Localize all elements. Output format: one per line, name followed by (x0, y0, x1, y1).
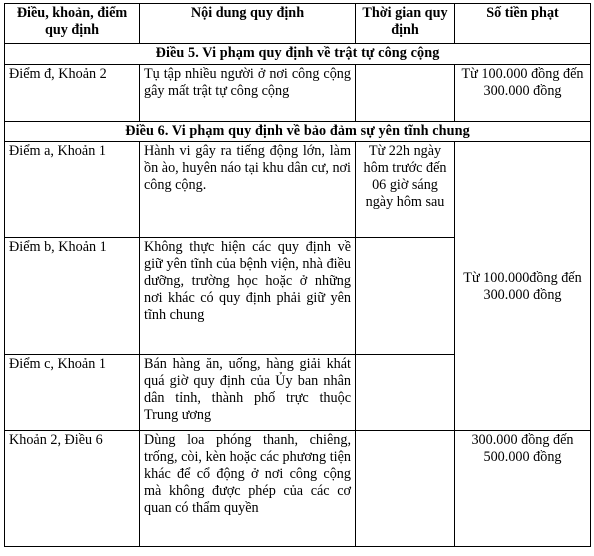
table-row (5, 65, 591, 122)
clause-cell: Điểm a, Khoản 1 (5, 142, 140, 238)
header-fine: Số tiền phạt (455, 4, 591, 44)
time-cell (356, 238, 455, 355)
clause-cell: Điểm c, Khoản 1 (5, 355, 140, 431)
clause-cell: Điểm b, Khoản 1 (5, 238, 140, 355)
clause-cell: Khoản 2, Điều 6 (5, 431, 140, 547)
header-time: Thời gian quy định (356, 4, 455, 44)
header-row (5, 4, 591, 44)
content-cell: Bán hàng ăn, uống, hàng giải khát quá giờ quy định của Ủy ban nhân dân tỉnh, thành phố trực thuộc Trung ương (140, 355, 356, 431)
header-article-clause: Điều, khoản, điểm quy định (5, 4, 140, 44)
table-row (5, 431, 591, 547)
content-cell: Hành vi gây ra tiếng động lớn, làm ồn ào, huyên náo tại khu dân cư, nơi công cộng. (140, 142, 356, 238)
section-6-row (5, 122, 591, 142)
group-fine-cell: Từ 100.000đồng đến 300.000 đồng (455, 142, 591, 431)
regulation-fine-table (4, 3, 591, 547)
section-6-title: Điều 6. Vi phạm quy định về bảo đảm sự yên tĩnh chung (5, 122, 591, 142)
content-cell: Không thực hiện các quy định về giữ yên tĩnh của bệnh viện, nhà điều dưỡng, trường học hoặc ở những nơi khác có quy định phải giữ yên tĩnh chung (140, 238, 356, 355)
time-cell: Từ 22h ngày hôm trước đến 06 giờ sáng ngày hôm sau (356, 142, 455, 238)
section-5-row (5, 44, 591, 65)
table-row (5, 142, 591, 238)
clause-cell: Điểm đ, Khoản 2 (5, 65, 140, 122)
content-cell: Tụ tập nhiều người ở nơi công cộng gây mất trật tự công cộng (140, 65, 356, 122)
fine-cell: Từ 100.000 đồng đến 300.000 đồng (455, 65, 591, 122)
time-cell (356, 65, 455, 122)
header-content: Nội dung quy định (140, 4, 356, 44)
section-5-title: Điều 5. Vi phạm quy định về trật tự công cộng (5, 44, 591, 65)
time-cell (356, 355, 455, 431)
time-cell (356, 431, 455, 547)
fine-cell: 300.000 đồng đến 500.000 đồng (455, 431, 591, 547)
content-cell: Dùng loa phóng thanh, chiêng, trống, còi, kèn hoặc các phương tiện khác để cổ động ở nơi công cộng mà không được phép của các cơ quan có thẩm quyền (140, 431, 356, 547)
